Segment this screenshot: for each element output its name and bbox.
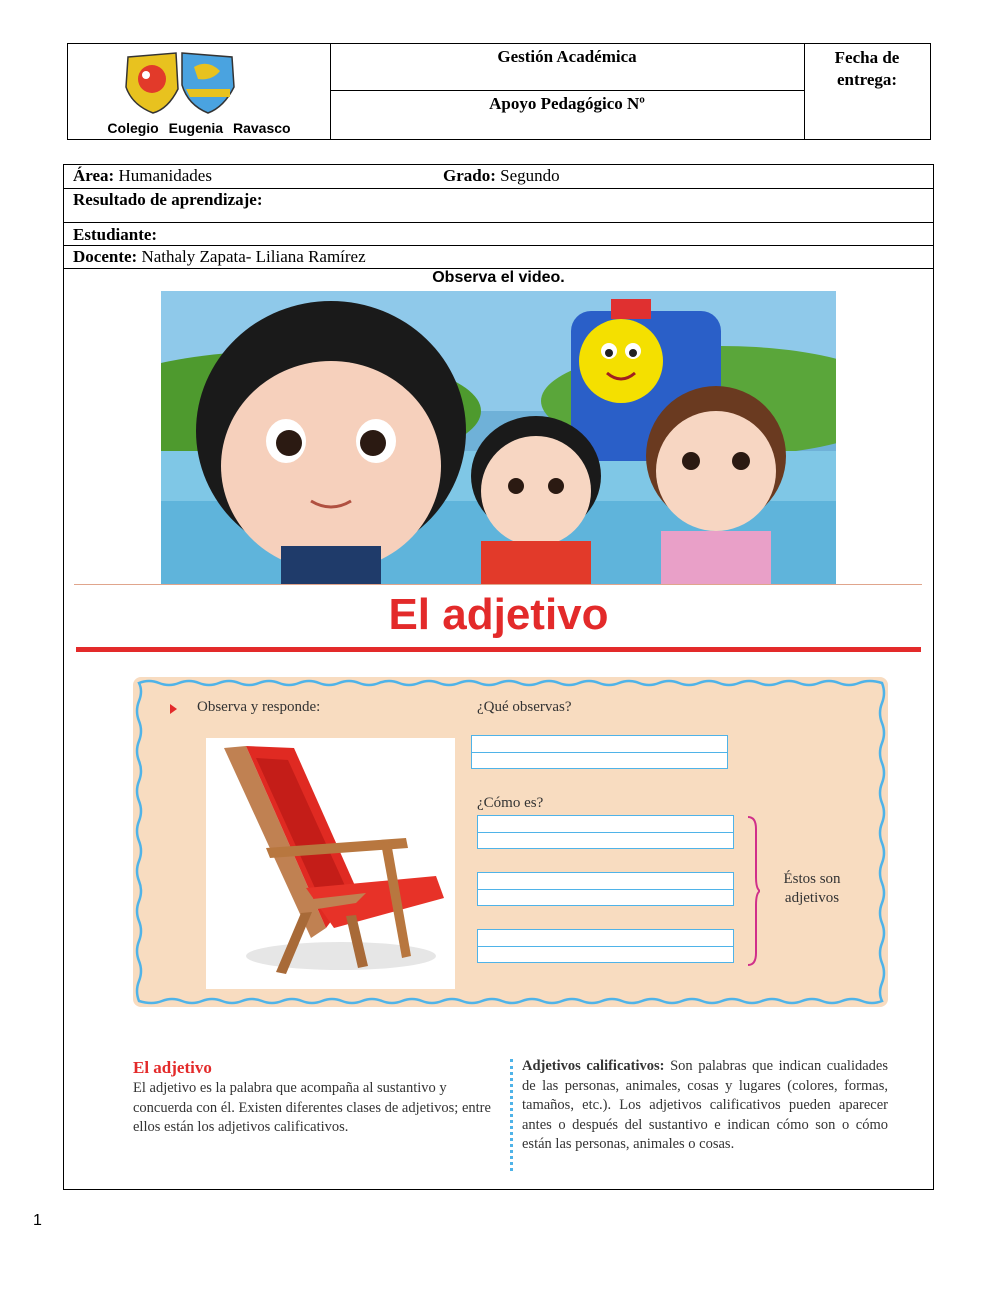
school-shield-logo: [120, 49, 240, 117]
header-table: [67, 43, 931, 140]
question-what-observe: ¿Qué observas?: [477, 699, 572, 715]
result-label: Resultado de aprendizaje:: [73, 190, 263, 209]
management-title: Gestión Académica: [330, 44, 804, 91]
observe-video-instruction: Observa el video.: [432, 269, 565, 286]
lesson-title: El adjetivo: [388, 590, 609, 639]
support-title: Apoyo Pedagógico Nº: [489, 94, 645, 113]
answer-box-adjective-2[interactable]: [477, 872, 734, 906]
result-row: [64, 189, 933, 223]
video-thumbnail[interactable]: [161, 291, 836, 584]
teacher-label: Docente:: [73, 247, 138, 266]
header-middle-cell: [330, 44, 805, 139]
school-name: Colegio Eugenia Ravasco: [107, 120, 291, 136]
area-label: Área:: [73, 166, 115, 185]
definition-title: El adjetivo: [133, 1058, 212, 1077]
activity-box: [133, 677, 888, 1007]
dotted-divider: [510, 1059, 513, 1171]
student-row: [64, 223, 933, 246]
title-underline: [76, 647, 921, 652]
qualifying-adjectives-text: [522, 1057, 888, 1155]
logo-cell: [68, 44, 331, 139]
bracket-note: Éstos son adjetivos: [783, 871, 841, 906]
answer-box-adjective-1[interactable]: [477, 815, 734, 849]
qualifying-adjectives-body: Son palabras que indican cualidades de las personas, animales, cosas y lugares (colores, formas, tamaños, etc.). Los adjetivos calificativos pueden aparecer antes o después del sustantivo e indican cómo son o cómo están las personas, animales o cosas.: [522, 1058, 889, 1152]
delivery-date-label: Fecha de entrega:: [834, 48, 900, 89]
answer-box-adjective-3[interactable]: [477, 929, 734, 963]
teacher-row: [64, 246, 933, 269]
brace-bracket: [746, 815, 760, 967]
question-how-is: ¿Cómo es?: [477, 795, 544, 811]
student-label: Estudiante:: [73, 225, 158, 244]
title-top-divider: [74, 584, 922, 585]
teacher-value: Nathaly Zapata- Liliana Ramírez: [141, 247, 366, 266]
red-chair-illustration: [206, 738, 455, 989]
content-table: [63, 164, 934, 1190]
area-value: Humanidades: [118, 166, 212, 185]
grade-label: Grado:: [443, 166, 496, 185]
grade-group: [443, 165, 560, 187]
cartoon-children-illustration: [161, 291, 836, 584]
activity-instruction: Observa y responde:: [197, 699, 321, 715]
grade-value: Segundo: [500, 166, 560, 185]
definition-text: El adjetivo es la palabra que acompaña al sustantivo y concuerda con él. Existen diferentes clases de adjetivos; entre ellos están los adjetivos calificativos.: [133, 1080, 491, 1135]
chair-image: [206, 738, 455, 989]
qualifying-adjectives-title: Adjetivos calificativos:: [522, 1058, 665, 1074]
area-grade-row: [64, 165, 933, 189]
page-number: 1: [33, 1212, 42, 1229]
bullet-icon: [170, 704, 177, 714]
answer-box-what[interactable]: [471, 735, 728, 769]
